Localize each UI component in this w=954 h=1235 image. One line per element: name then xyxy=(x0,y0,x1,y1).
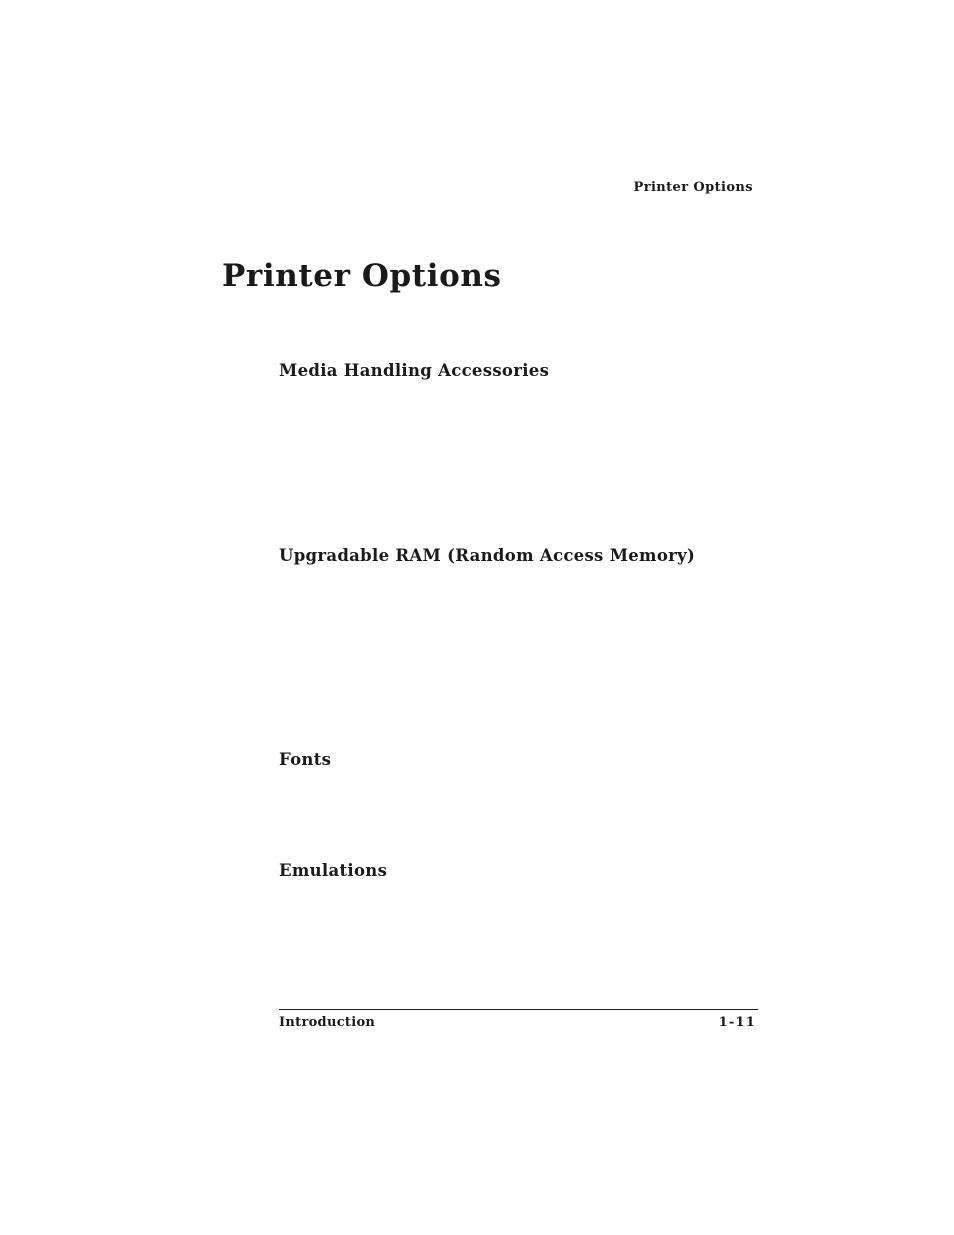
section-heading-upgradable-ram: Upgradable RAM (Random Access Memory) xyxy=(279,546,696,565)
footer-divider xyxy=(279,1009,758,1010)
running-header: Printer Options xyxy=(633,180,753,195)
section-heading-emulations: Emulations xyxy=(279,861,388,880)
section-heading-fonts: Fonts xyxy=(279,750,332,769)
page-title: Printer Options xyxy=(222,258,502,294)
footer-chapter-name: Introduction xyxy=(279,1015,376,1030)
footer-page-number: 1-11 xyxy=(718,1015,756,1030)
section-heading-media-handling: Media Handling Accessories xyxy=(279,361,550,380)
